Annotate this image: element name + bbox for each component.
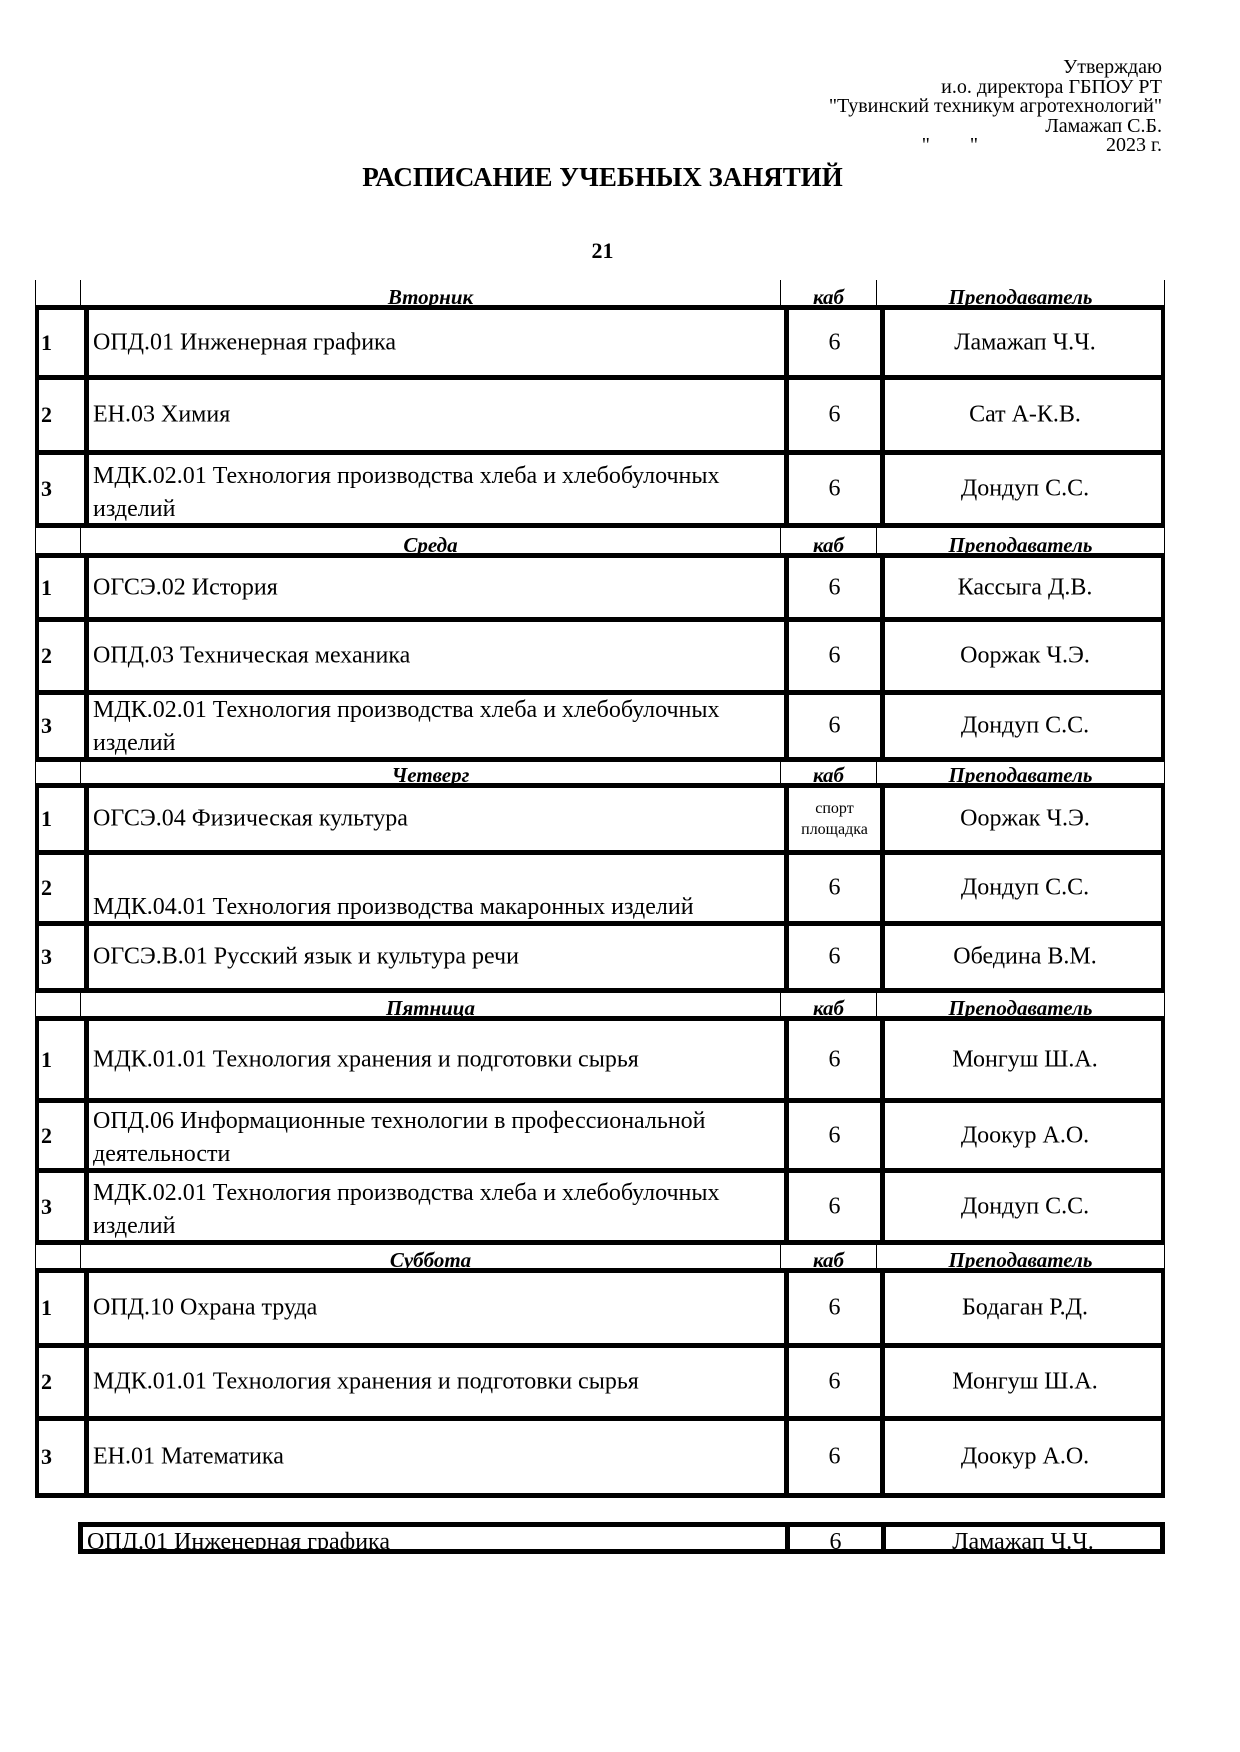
- lesson-number: 3: [41, 713, 52, 738]
- day-header-name-cell: [80, 1240, 780, 1272]
- lesson-row: [35, 305, 1165, 375]
- lesson-teacher: Дондуп С.С.: [960, 874, 1090, 901]
- day-header-num-cell: [35, 523, 80, 553]
- lesson-subject-cell: [84, 1103, 784, 1168]
- lesson-num-cell: [35, 855, 84, 921]
- lesson-room: 6: [828, 1443, 841, 1470]
- lesson-subject-cell: [84, 695, 784, 757]
- teacher-header-cell: [876, 988, 1165, 1020]
- lesson-room-cell: [784, 695, 880, 757]
- lesson-num-cell: [35, 1421, 84, 1493]
- lesson-room-cell: [784, 455, 880, 523]
- lesson-room-cell: [784, 788, 880, 850]
- lesson-subject: ОПД.03 Техническая механика: [93, 642, 411, 669]
- lesson-number: 2: [41, 643, 52, 668]
- lesson-teacher: Обедина В.М.: [953, 943, 1097, 970]
- lesson-room: 6: [828, 712, 841, 739]
- lesson-subject: ОГСЭ.04 Физическая культура: [93, 805, 408, 832]
- lesson-teacher-cell: [880, 558, 1165, 617]
- lesson-teacher-cell: [880, 310, 1165, 375]
- lesson-teacher: Дондуп С.С.: [960, 1193, 1090, 1219]
- lesson-room: 6: [828, 475, 841, 502]
- lesson-subject: ЕН.01 Математика: [93, 1443, 284, 1470]
- day-header-row: [35, 988, 1165, 1020]
- extra-subject-cell: [83, 1527, 785, 1555]
- lesson-teacher-cell: [880, 380, 1165, 450]
- lesson-room-cell: [784, 310, 880, 375]
- page-title: РАСПИСАНИЕ УЧЕБНЫХ ЗАНЯТИЙ: [362, 162, 843, 192]
- room-header-cell: [780, 757, 876, 787]
- day-header-row: [35, 1240, 1165, 1272]
- lesson-number: 3: [41, 944, 52, 969]
- lesson-teacher: Монгуш Ш.А.: [952, 1368, 1098, 1395]
- lesson-teacher-cell: [880, 622, 1165, 690]
- lesson-subject: ОПД.01 Инженерная графика: [93, 329, 396, 355]
- approval-date-day: " ": [921, 134, 979, 156]
- approval-block: [829, 58, 1162, 156]
- lesson-subject-cell: [84, 855, 784, 921]
- extra-room: 6: [829, 1529, 842, 1555]
- teacher-header: Преподаватель: [948, 1248, 1093, 1272]
- room-header: каб: [812, 996, 845, 1020]
- lesson-subject-cell: [84, 622, 784, 690]
- teacher-header: Преподаватель: [948, 996, 1093, 1020]
- day-header-num-cell: [35, 988, 80, 1016]
- teacher-header-cell: [876, 280, 1165, 309]
- day-header-num-cell: [35, 1240, 80, 1268]
- room-header: каб: [812, 1248, 845, 1272]
- lesson-room-cell: [784, 926, 880, 988]
- lesson-row: [35, 553, 1165, 617]
- lesson-num-cell: [35, 788, 84, 850]
- day-header-name-cell: [80, 988, 780, 1020]
- lesson-teacher: Монгуш Ш.А.: [952, 1046, 1098, 1072]
- lesson-room: 6: [828, 1122, 841, 1148]
- lesson-room-cell: [784, 1173, 880, 1240]
- lesson-teacher: Кассыга Д.В.: [957, 574, 1093, 600]
- lesson-teacher: Дондуп С.С.: [960, 475, 1090, 502]
- lesson-subject: МДК.04.01 Технология производства макаронных изделий: [93, 894, 694, 920]
- lesson-teacher-cell: [880, 455, 1165, 523]
- lesson-subject: ОГСЭ.02 История: [93, 574, 278, 600]
- lesson-teacher: Доокур А.О.: [960, 1443, 1090, 1470]
- lesson-row: [35, 1098, 1165, 1168]
- day-header-row: [35, 280, 1165, 309]
- lesson-num-cell: [35, 558, 84, 617]
- approval-line-position: и.о. директора ГБПОУ РТ: [941, 75, 1162, 98]
- lesson-teacher: Сат А-К.В.: [969, 401, 1081, 428]
- lesson-room-cell: [784, 1103, 880, 1168]
- lesson-row: [35, 783, 1165, 850]
- lesson-number: 3: [41, 476, 52, 501]
- lesson-num-cell: [35, 622, 84, 690]
- teacher-header: Преподаватель: [948, 285, 1093, 309]
- teacher-header-cell: [876, 1240, 1165, 1272]
- lesson-teacher-cell: [880, 926, 1165, 988]
- room-header: каб: [812, 533, 845, 557]
- lesson-num-cell: [35, 1173, 84, 1240]
- lesson-teacher-cell: [880, 1103, 1165, 1168]
- day-header-row: [35, 523, 1165, 557]
- day-header-num-cell: [35, 757, 80, 783]
- lesson-room: 6: [828, 329, 841, 355]
- lesson-row: [35, 1016, 1165, 1098]
- day-header-name-cell: [80, 757, 780, 787]
- lesson-teacher-cell: [880, 1173, 1165, 1240]
- lesson-subject-cell: [84, 455, 784, 523]
- lesson-room-cell: [784, 558, 880, 617]
- lesson-subject-cell: [84, 1348, 784, 1416]
- lesson-number: 1: [41, 806, 52, 831]
- extra-room-cell: [785, 1527, 881, 1555]
- approval-date: [829, 136, 1162, 156]
- lesson-subject-cell: [84, 558, 784, 617]
- lesson-number: 2: [41, 875, 52, 900]
- lesson-number: 2: [41, 402, 52, 427]
- lesson-row: [35, 690, 1165, 762]
- lesson-room: спорт площадка: [801, 800, 868, 838]
- room-header-cell: [780, 280, 876, 309]
- approval-line-signatory: Ламажап С.Б.: [1045, 114, 1162, 137]
- approval-line-institution: "Тувинский техникум агротехнологий": [828, 95, 1162, 117]
- lesson-number: 1: [41, 574, 52, 600]
- lesson-row: [35, 375, 1165, 450]
- lesson-num-cell: [35, 1273, 84, 1343]
- lesson-room: 6: [828, 1294, 841, 1321]
- lesson-teacher: Ламажап Ч.Ч.: [954, 329, 1096, 355]
- lesson-teacher-cell: [880, 1421, 1165, 1493]
- lesson-num-cell: [35, 1348, 84, 1416]
- lesson-row: [35, 1343, 1165, 1416]
- lesson-room: 6: [828, 1046, 841, 1072]
- lesson-subject-cell: [84, 1021, 784, 1098]
- lesson-number: 1: [41, 1046, 52, 1072]
- lesson-num-cell: [35, 310, 84, 375]
- lesson-row: [35, 1168, 1165, 1245]
- lesson-number: 3: [41, 1193, 52, 1219]
- lesson-num-cell: [35, 926, 84, 988]
- day-name: Четверг: [391, 763, 470, 787]
- lesson-row: [35, 617, 1165, 690]
- lesson-row: [35, 450, 1165, 528]
- lesson-room: 6: [828, 943, 841, 970]
- lesson-subject-cell: [84, 1421, 784, 1493]
- extra-teacher: Ламажап Ч.Ч.: [952, 1529, 1094, 1555]
- lesson-teacher: Дондуп С.С.: [960, 712, 1090, 739]
- day-header-row: [35, 757, 1165, 787]
- room-header-cell: [780, 988, 876, 1020]
- lesson-room: 6: [828, 1368, 841, 1395]
- lesson-subject: МДК.02.01 Технология производства хлеба и хлебобулочных изделий: [93, 463, 720, 522]
- extra-row: [78, 1522, 1165, 1554]
- lesson-subject-cell: [84, 926, 784, 988]
- approval-line-approve: Утверждаю: [1063, 56, 1162, 78]
- lesson-teacher-cell: [880, 1021, 1165, 1098]
- teacher-header-cell: [876, 523, 1165, 557]
- lesson-room: 6: [828, 874, 841, 901]
- lesson-subject: МДК.01.01 Технология хранения и подготовки сырья: [93, 1046, 639, 1072]
- lesson-number: 1: [41, 329, 52, 355]
- lesson-subject-cell: [84, 1273, 784, 1343]
- teacher-header: Преподаватель: [948, 763, 1093, 787]
- lesson-teacher-cell: [880, 1348, 1165, 1416]
- lesson-teacher-cell: [880, 695, 1165, 757]
- lesson-subject: ЕН.03 Химия: [93, 401, 231, 428]
- lesson-subject-cell: [84, 310, 784, 375]
- teacher-header-cell: [876, 757, 1165, 787]
- lesson-subject: МДК.02.01 Технология производства хлеба и хлебобулочных изделий: [93, 1180, 720, 1239]
- lesson-room: 6: [828, 642, 841, 669]
- lesson-room-cell: [784, 855, 880, 921]
- lesson-room: 6: [828, 401, 841, 428]
- lesson-teacher: Бодаган Р.Д.: [961, 1294, 1088, 1321]
- lesson-teacher: Ооржак Ч.Э.: [960, 642, 1090, 669]
- lesson-num-cell: [35, 380, 84, 450]
- lesson-room-cell: [784, 1421, 880, 1493]
- lesson-room-cell: [784, 1021, 880, 1098]
- lesson-row: [35, 1416, 1165, 1498]
- extra-subject: ОПД.01 Инженерная графика: [87, 1529, 390, 1555]
- day-name: Среда: [403, 533, 458, 557]
- room-header: каб: [812, 285, 845, 309]
- lesson-num-cell: [35, 1021, 84, 1098]
- lesson-subject: ОГСЭ.В.01 Русский язык и культура речи: [93, 943, 519, 970]
- teacher-header: Преподаватель: [948, 533, 1093, 557]
- lesson-room: 6: [828, 574, 841, 600]
- lesson-teacher-cell: [880, 855, 1165, 921]
- lesson-row: [35, 1268, 1165, 1343]
- lesson-subject: ОПД.06 Информационные технологии в профессиональной деятельности: [93, 1108, 706, 1167]
- day-header-num-cell: [35, 280, 80, 305]
- lesson-row: [35, 850, 1165, 921]
- lesson-number: 2: [41, 1369, 52, 1394]
- lesson-room-cell: [784, 380, 880, 450]
- approval-date-year: 2023 г.: [1106, 134, 1162, 156]
- lesson-number: 1: [41, 1295, 52, 1320]
- extra-teacher-cell: [881, 1527, 1160, 1555]
- lesson-number: 3: [41, 1444, 52, 1469]
- day-name: Суббота: [389, 1248, 472, 1272]
- group-number: 21: [591, 238, 614, 263]
- day-header-name-cell: [80, 523, 780, 557]
- lesson-subject-cell: [84, 788, 784, 850]
- lesson-num-cell: [35, 455, 84, 523]
- lesson-number: 2: [41, 1122, 52, 1148]
- room-header-cell: [780, 1240, 876, 1272]
- day-name: Пятница: [385, 996, 475, 1020]
- room-header-cell: [780, 523, 876, 557]
- lesson-subject: МДК.01.01 Технология хранения и подготовки сырья: [93, 1368, 639, 1395]
- lesson-room: 6: [828, 1193, 841, 1219]
- lesson-room-cell: [784, 1348, 880, 1416]
- lesson-subject: МДК.02.01 Технология производства хлеба и хлебобулочных изделий: [93, 697, 720, 756]
- lesson-subject: ОПД.10 Охрана труда: [93, 1294, 318, 1321]
- lesson-teacher-cell: [880, 1273, 1165, 1343]
- lesson-num-cell: [35, 1103, 84, 1168]
- lesson-teacher: Доокур А.О.: [960, 1122, 1090, 1148]
- lesson-room-cell: [784, 1273, 880, 1343]
- lesson-row: [35, 921, 1165, 993]
- day-name: Вторник: [387, 285, 474, 309]
- room-header: каб: [812, 763, 845, 787]
- lesson-subject-cell: [84, 1173, 784, 1240]
- lesson-num-cell: [35, 695, 84, 757]
- lesson-room-cell: [784, 622, 880, 690]
- day-header-name-cell: [80, 280, 780, 309]
- lesson-subject-cell: [84, 380, 784, 450]
- lesson-teacher: Ооржак Ч.Э.: [960, 805, 1090, 832]
- lesson-teacher-cell: [880, 788, 1165, 850]
